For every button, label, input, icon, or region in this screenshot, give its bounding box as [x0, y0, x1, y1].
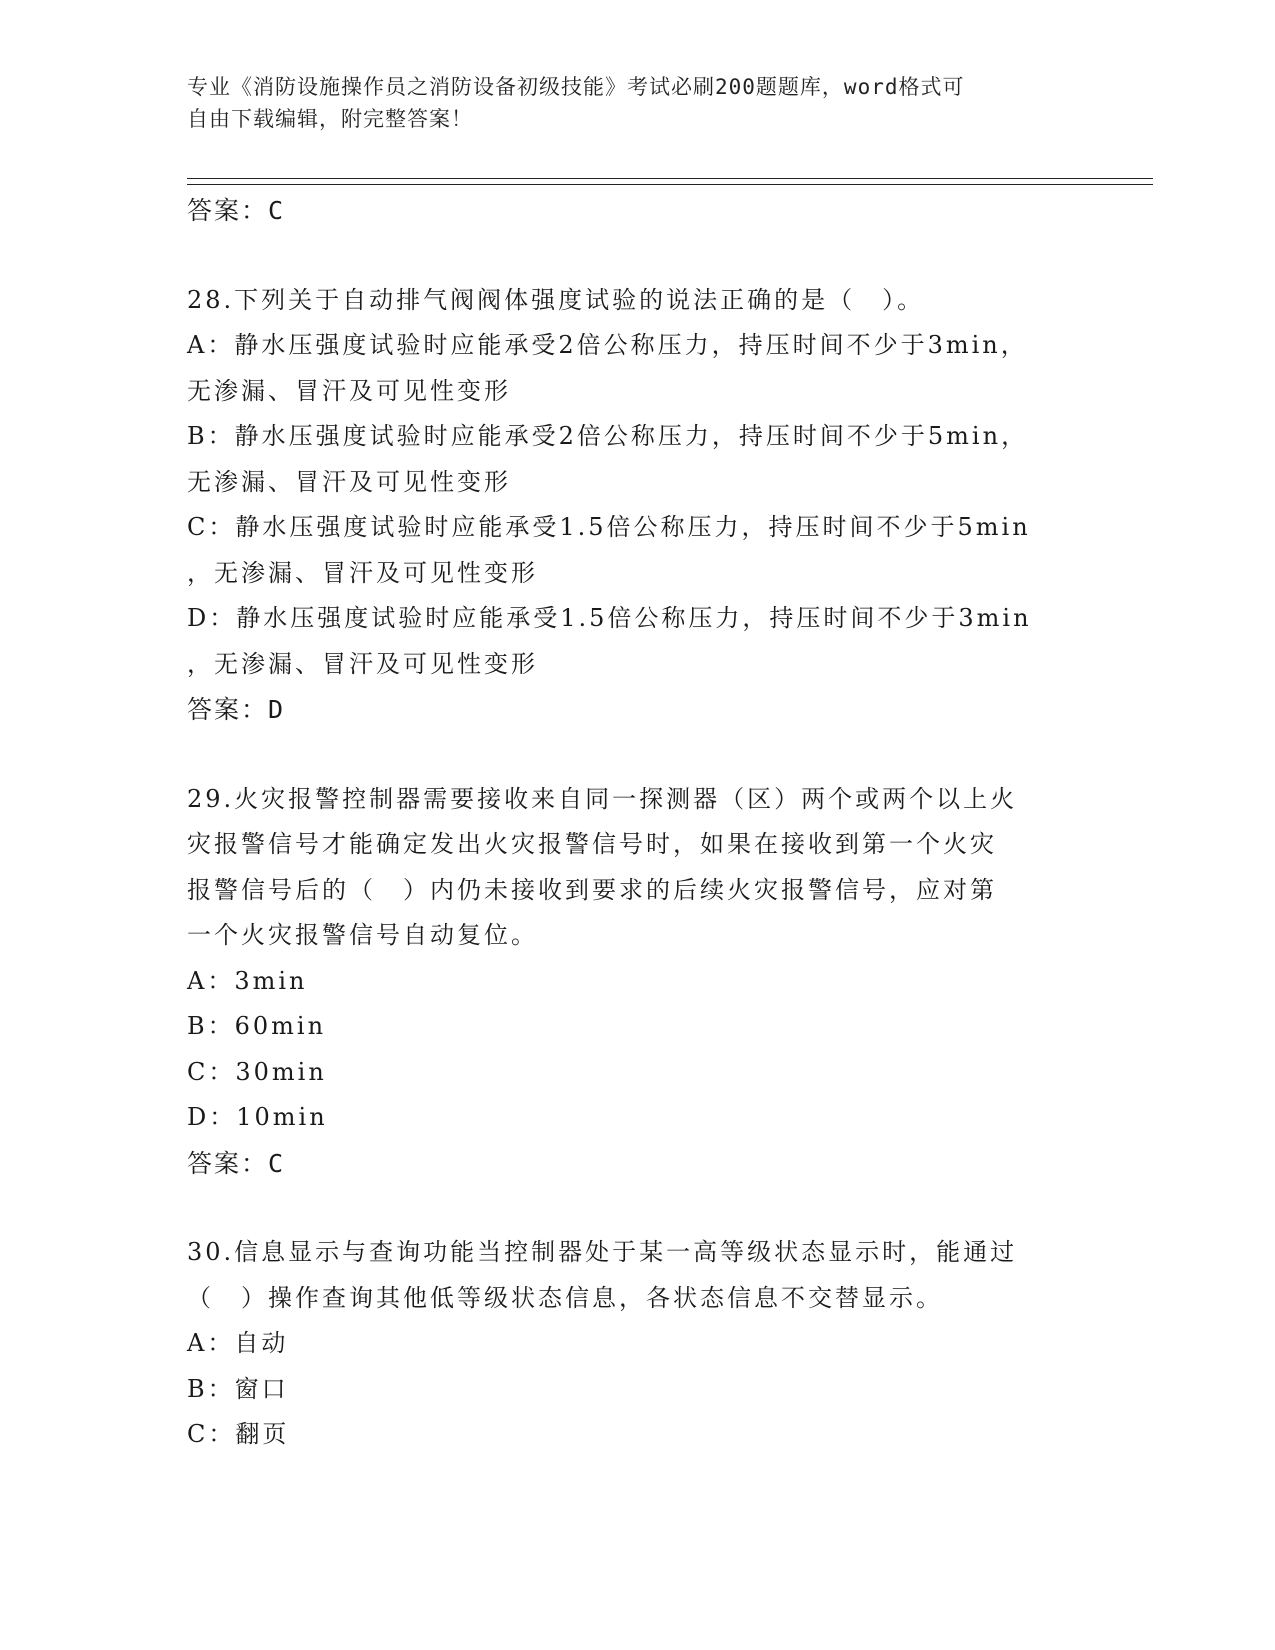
option-a: A：3min — [187, 966, 308, 995]
question-stem: 28.下列关于自动排气阀阀体强度试验的说法正确的是（ ）。 — [187, 285, 925, 314]
question-stem: 30.信息显示与查询功能当控制器处于某一高等级状态显示时，能通过 — [187, 1238, 1018, 1266]
question-30 — [187, 1230, 1087, 1458]
answer-line: 答案：D — [187, 695, 286, 724]
option-c: C：静水压强度试验时应能承受1.5倍公称压力，持压时间不少于5min — [187, 513, 1031, 541]
option-a-cont: 无渗漏、冒汗及可见性变形 — [187, 376, 511, 405]
question-stem-cont: 一个火灾报警信号自动复位。 — [187, 921, 538, 949]
option-b: B：60min — [187, 1012, 327, 1040]
option-c: C：30min — [187, 1057, 327, 1086]
header-line-1: 专业《消防设施操作员之消防设备初级技能》考试必刷200题题库，word格式可 — [187, 75, 965, 99]
question-28 — [187, 278, 1087, 733]
option-d-cont: ，无渗漏、冒汗及可见性变形 — [187, 649, 538, 678]
question-stem-cont: 灾报警信号才能确定发出火灾报警信号时，如果在接收到第一个火灾 — [187, 830, 997, 858]
question-stem: 29.火灾报警控制器需要接收来自同一探测器（区）两个或两个以上火 — [187, 784, 1018, 813]
question-stem-cont: 报警信号后的（ ）内仍未接收到要求的后续火灾报警信号，应对第 — [187, 875, 997, 904]
option-a: A：静水压强度试验时应能承受2倍公称压力，持压时间不少于3min， — [187, 331, 1028, 359]
spacer — [187, 234, 1087, 278]
header-double-rule — [187, 178, 1153, 185]
spacer — [187, 1186, 1087, 1230]
question-29 — [187, 777, 1087, 1187]
option-c: C：翻页 — [187, 1420, 290, 1448]
spacer — [187, 733, 1087, 777]
answer-line: 答案：C — [187, 1148, 286, 1178]
option-d: D：静水压强度试验时应能承受1.5倍公称压力，持压时间不少于3min — [187, 604, 1032, 632]
option-a: A：自动 — [187, 1329, 289, 1357]
question-stem-cont: （ ）操作查询其他低等级状态信息，各状态信息不交替显示。 — [187, 1283, 943, 1312]
header-line-2: 自由下载编辑，附完整答案！ — [187, 107, 473, 131]
option-c-cont: ，无渗漏、冒汗及可见性变形 — [187, 558, 538, 587]
option-b: B：静水压强度试验时应能承受2倍公称压力，持压时间不少于5min， — [187, 422, 1029, 450]
option-b: B：窗口 — [187, 1374, 289, 1403]
option-d: D：10min — [187, 1103, 328, 1131]
answer-line: 答案：C — [187, 196, 286, 225]
document-body — [187, 188, 1087, 1458]
option-b-cont: 无渗漏、冒汗及可见性变形 — [187, 467, 511, 496]
page-header — [187, 71, 1087, 135]
